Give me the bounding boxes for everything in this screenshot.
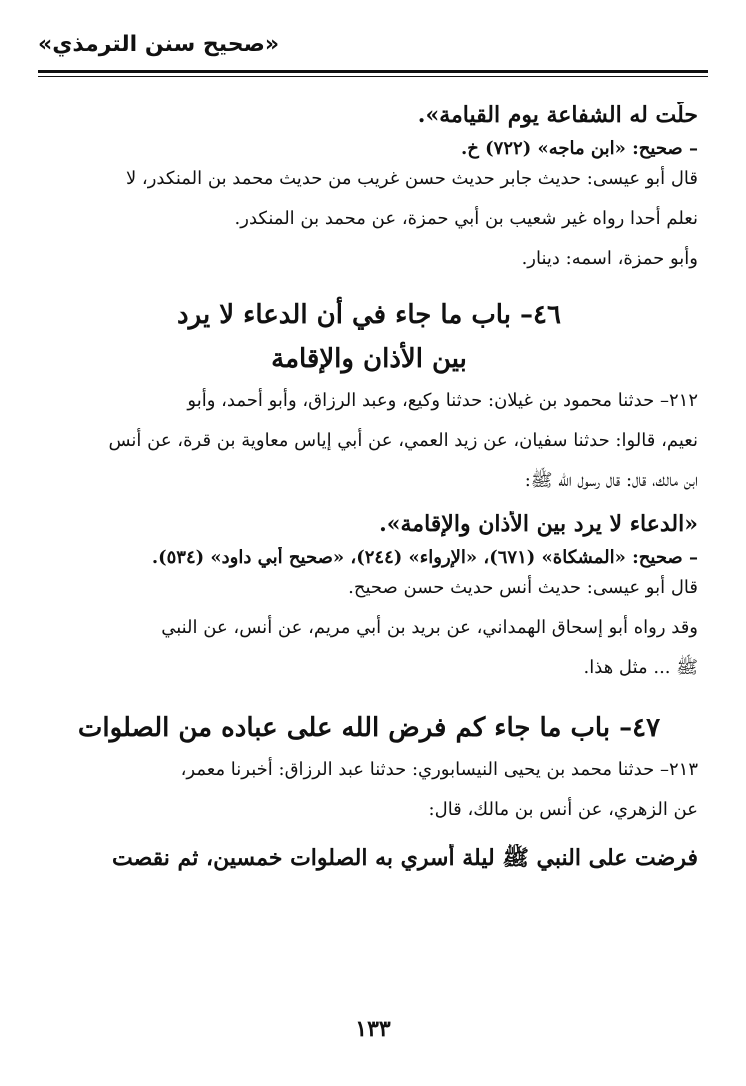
text-line: ﷺ ... مثل هذا. xyxy=(583,657,698,678)
hadith-text-line: عن الزهري، عن أنس بن مالك، قال: xyxy=(428,799,698,820)
header-rule xyxy=(38,70,708,73)
hadith-text-line: ٢١٣– حدثنا محمد بن يحيى النيسابوري: حدثنا عبد الرزاق: أخبرنا معمر، xyxy=(180,759,698,780)
hadith-quote: «الدعاء لا يرد بين الأذان والإقامة». xyxy=(379,511,698,537)
page-body xyxy=(40,92,698,876)
hadith-text-line: نعيم، قالوا: حدثنا سفيان، عن زيد العمي، عن أبي إياس معاوية بن قرة، عن أنس xyxy=(108,430,698,451)
hadith-text-line: ٢١٢– حدثنا محمود بن غيلان: حدثنا وكيع، وعبد الرزاق، وأبو أحمد، وأبو xyxy=(187,390,698,411)
header-rule-thin xyxy=(38,76,708,77)
chapter-heading: ٤٦– باب ما جاء في أن الدعاء لا يرد xyxy=(177,300,561,330)
text-line: قال أبو عيسى: حديث أنس حديث حسن صحيح. xyxy=(348,577,698,598)
text-line: وأبو حمزة، اسمه: دينار. xyxy=(521,248,698,269)
hadith-text-line: ابن مالك، قال: قال رسول الله ﷺ: xyxy=(524,470,698,491)
grading-note: – صحيح: «ابن ماجه» (٧٢٢) خ. xyxy=(461,138,698,159)
hadith-quote: حلّت له الشفاعة يوم القيامة». xyxy=(417,102,698,128)
text-line: وقد رواه أبو إسحاق الهمداني، عن بريد بن أبي مريم، عن أنس، عن النبي xyxy=(161,617,698,638)
text-line: قال أبو عيسى: حديث جابر حديث حسن غريب من حديث محمد بن المنكدر، لا xyxy=(125,168,698,189)
grading-note: – صحيح: «المشكاة» (٦٧١)، «الإرواء» (٢٤٤)، «صحيح أبي داود» (٥٣٤). xyxy=(151,547,698,568)
chapter-heading-line2: بين الأذان والإقامة xyxy=(271,344,467,374)
chapter-heading: ٤٧– باب ما جاء كم فرض الله على عباده من الصلوات xyxy=(77,713,661,743)
text-line: نعلم أحدا رواه غير شعيب بن أبي حمزة، عن محمد بن المنكدر. xyxy=(234,208,698,229)
page-number: ١٣٣ xyxy=(355,1016,391,1042)
book-title: «صحيح سنن الترمذي» xyxy=(38,32,280,57)
hadith-quote: فرضت على النبي ﷺ ليلة أسري به الصلوات خمسين، ثم نقصت xyxy=(111,845,698,871)
